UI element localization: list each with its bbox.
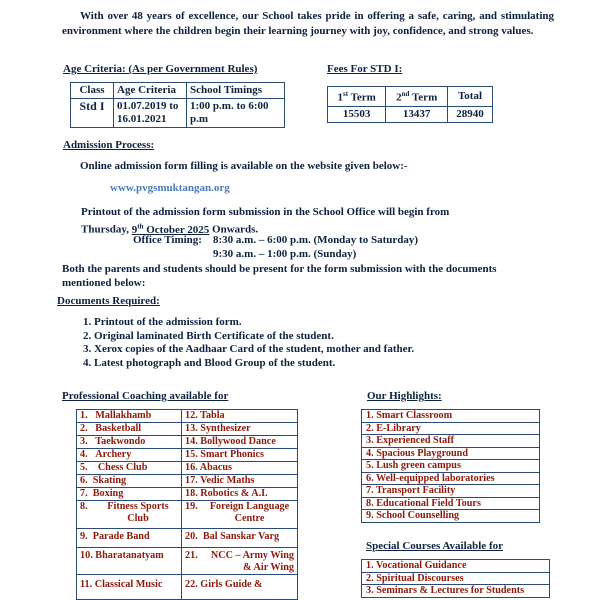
special-courses-heading: Special Courses Available for (366, 540, 503, 552)
coaching-item: 22. Girls Guide & (182, 575, 298, 600)
fee-header-term2: 2nd Term (386, 87, 448, 107)
fees-table (327, 86, 493, 123)
highlight-item: 3. Experienced Staff (362, 435, 540, 448)
coaching-item: 10. Bharatanatyam (77, 548, 182, 575)
office-timing-weekday: 8:30 a.m. – 6:00 p.m. (Monday to Saturday) (213, 234, 419, 246)
document-item: 4. Latest photograph and Blood Group of the student. (83, 356, 336, 369)
coaching-item: 15. Smart Phonics (182, 449, 298, 462)
age-criteria-table (70, 82, 285, 128)
office-timing-label: Office Timing: (133, 234, 202, 246)
coaching-item: 12. Tabla (182, 410, 298, 423)
fee-term1-value: 15503 (328, 106, 386, 122)
age-table-class: Std I (71, 99, 114, 128)
intro-paragraph: With over 48 years of excellence, our School takes pride in offering a safe, caring, and stimulating environment where the children begin their learning journey with joy, confidence, and strong values. (62, 10, 554, 37)
highlight-item: 7. Transport Facility (362, 485, 540, 498)
parents-note: Both the parents and students should be present for the form submission with the documents mentioned below: (62, 263, 497, 289)
coaching-item: 7. Boxing (77, 488, 182, 501)
fees-heading: Fees For STD I: (327, 63, 403, 75)
fee-total-value: 28940 (448, 106, 493, 122)
coaching-item: 16. Abacus (182, 462, 298, 475)
highlights-table (361, 409, 540, 523)
highlight-item: 8. Educational Field Tours (362, 497, 540, 510)
online-form-note: Online admission form filling is available on the website given below:- (80, 160, 408, 172)
special-courses-table (361, 559, 550, 598)
coaching-item: 5. Chess Club (77, 462, 182, 475)
documents-list (83, 316, 414, 370)
age-table-header-class: Class (71, 83, 114, 99)
document-item: 2. Original laminated Birth Certificate of the student. (83, 329, 334, 342)
highlight-item: 2. E-Library (362, 422, 540, 435)
coaching-item: 18. Robotics & A.I. (182, 488, 298, 501)
document-item: 1. Printout of the admission form. (83, 316, 242, 328)
documents-heading: Documents Required: (57, 295, 160, 307)
coaching-item: 3. Taekwondo (77, 436, 182, 449)
coaching-item: 1. Mallakhamb (77, 410, 182, 423)
coaching-item: 6. Skating (77, 475, 182, 488)
fee-header-term1: 1st Term (328, 87, 386, 107)
fee-term2-value: 13437 (386, 106, 448, 122)
highlight-item: 9. School Counselling (362, 510, 540, 523)
highlights-heading: Our Highlights: (367, 390, 442, 402)
coaching-item: 14. Bollywood Dance (182, 436, 298, 449)
age-table-age: 01.07.2019 to 16.01.2021 (114, 99, 187, 128)
coaching-item: 13. Synthesizer (182, 423, 298, 436)
coaching-item: 8. Fitness Sports Club (77, 501, 182, 529)
coaching-item: 9. Parade Band (77, 529, 182, 548)
coaching-item: 17. Vedic Maths (182, 475, 298, 488)
highlight-item: 4. Spacious Playground (362, 447, 540, 460)
printout-note: Printout of the admission form submission in the School Office will begin from (81, 206, 450, 218)
special-course-item: 1. Vocational Guidance (362, 560, 550, 573)
office-timing-sunday: 9:30 a.m. – 1:00 p.m. (Sunday) (213, 248, 357, 260)
coaching-item: 11. Classical Music (77, 575, 182, 600)
coaching-table (76, 409, 298, 600)
start-date: Thursday, 9th October 2025 Onwards. (81, 222, 259, 236)
age-table-header-age: Age Criteria (114, 83, 187, 99)
admission-heading: Admission Process: (63, 139, 155, 151)
website-link[interactable]: www.pvgsmuktangan.org (110, 182, 230, 194)
age-table-header-timing: School Timings (187, 83, 285, 99)
highlight-item: 1. Smart Classroom (362, 410, 540, 423)
coaching-item: 21. NCC – Army Wing & Air Wing (182, 548, 298, 575)
coaching-item: 4. Archery (77, 449, 182, 462)
age-table-timing: 1:00 p.m. to 6:00 p.m (187, 99, 285, 128)
coaching-item: 2. Basketball (77, 423, 182, 436)
fee-header-total: Total (448, 87, 493, 107)
age-criteria-heading: Age Criteria: (As per Government Rules) (63, 63, 258, 75)
document-item: 3. Xerox copies of the Aadhaar Card of the student, mother and father. (83, 343, 415, 356)
highlight-item: 5. Lush green campus (362, 460, 540, 473)
highlight-item: 6. Well-equipped laboratories (362, 472, 540, 485)
coaching-item: 20. Bal Sanskar Varg (182, 529, 298, 548)
coaching-item: 19. Foreign Language Centre (182, 501, 298, 529)
special-course-item: 2. Spiritual Discourses (362, 572, 550, 585)
coaching-heading: Professional Coaching available for (62, 390, 229, 402)
special-course-item: 3. Seminars & Lectures for Students (362, 585, 550, 598)
